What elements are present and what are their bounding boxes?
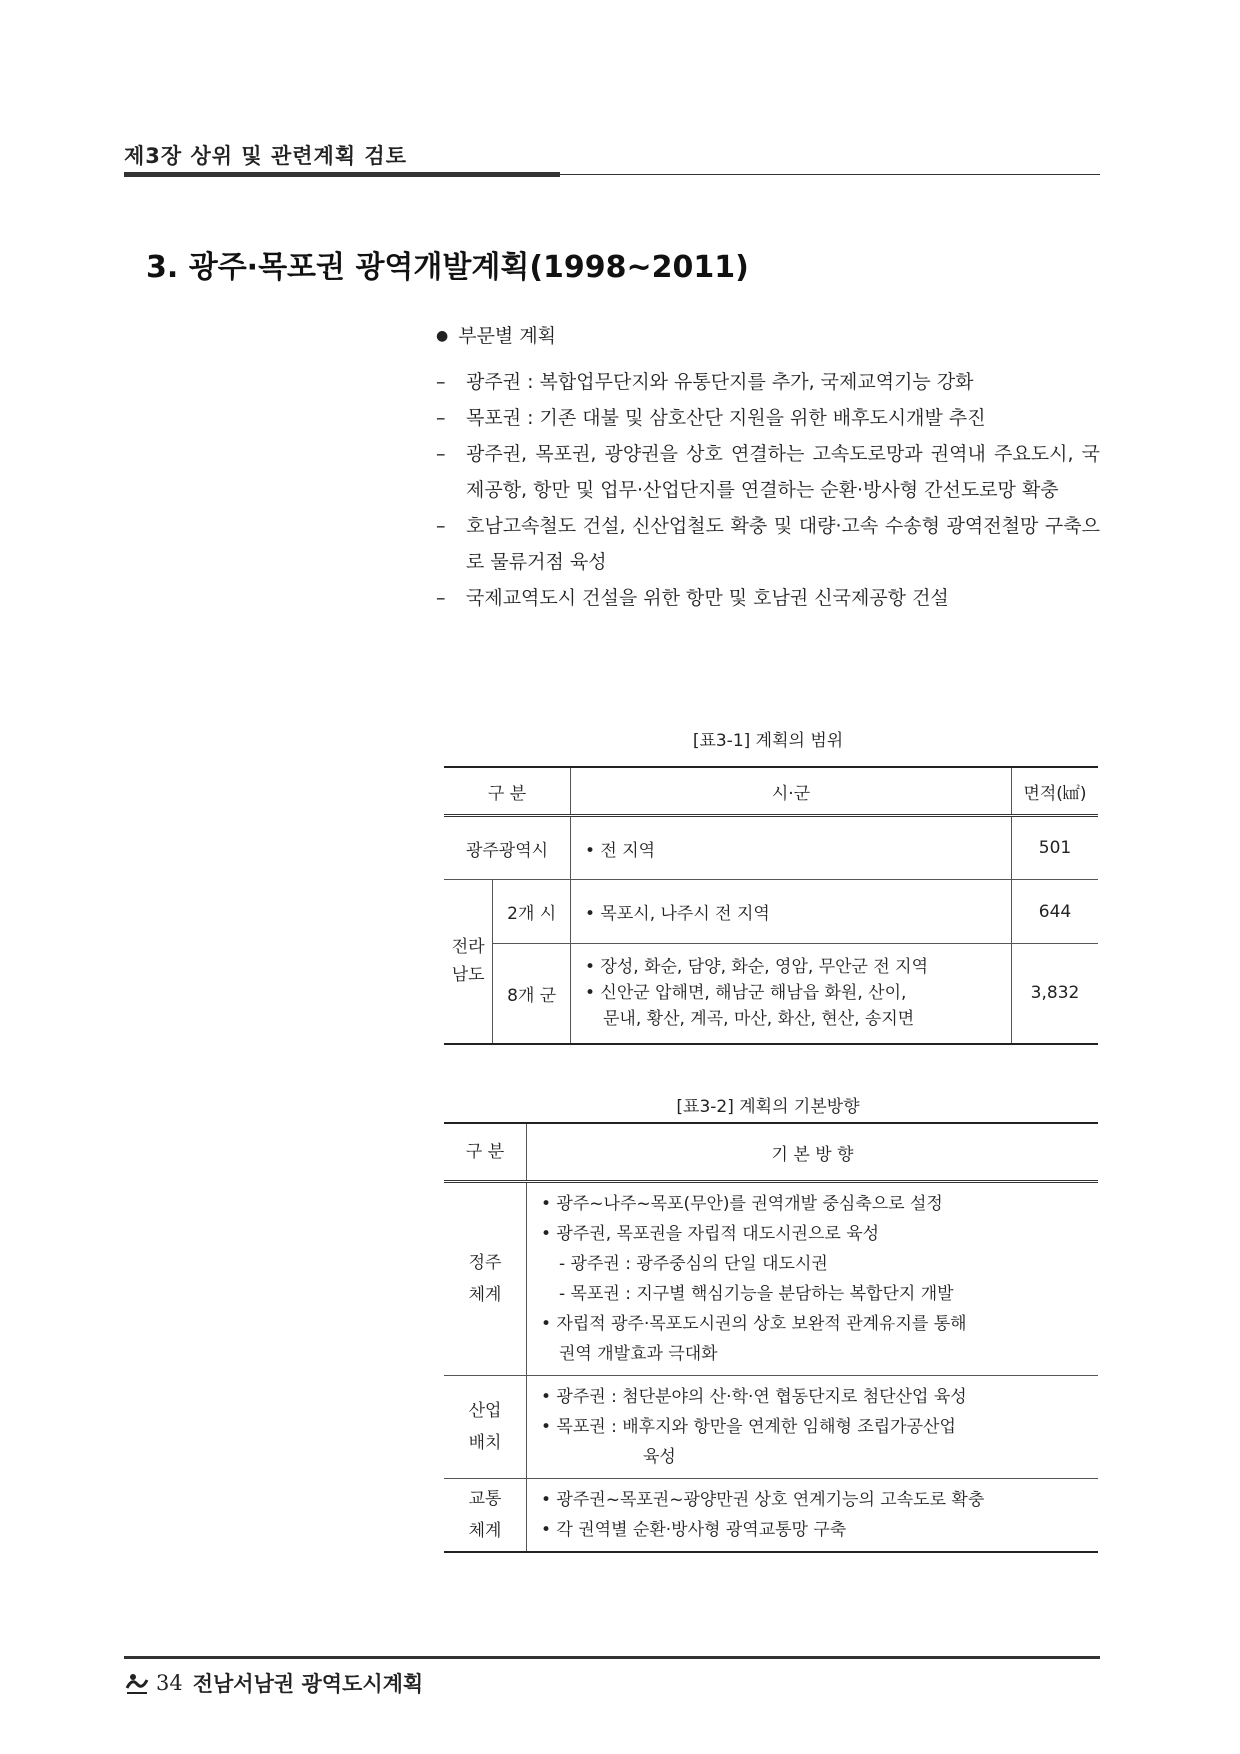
table-row xyxy=(444,880,1098,944)
table1-header-area: 면적(㎢) xyxy=(1012,767,1099,816)
logo-icon xyxy=(124,1670,150,1696)
section-title: 3. 광주·목포권 광역개발계획(1998~2011) xyxy=(146,250,749,285)
table1-area: 3,832 xyxy=(1012,944,1099,1044)
bullet-item: – 목포권 : 기존 대불 및 삼호산단 지원을 위한 배후도시개발 추진 xyxy=(436,407,986,429)
table2-caption: [표3-2] 계획의 기본방향 xyxy=(676,1097,860,1117)
table2-label: 산업 배치 xyxy=(444,1376,527,1479)
table2-header-category: 구 분 xyxy=(444,1123,527,1182)
table1-sub: 2개 시 xyxy=(493,880,571,944)
table-row xyxy=(444,944,1098,1044)
bullet-heading: ● 부문별 계획 xyxy=(436,325,557,347)
table2-content: • 광주~나주~목포(무안)를 권역개발 중심축으로 설정 • 광주권, 목포권을 자립적 대도시권으로 육성 - 광주권 : 광주중심의 단일 대도시권 - 목포권 : 지구별 핵심기능을 분담하는 복합단지 개발 • 자립적 광주·목포도시권의 상호 보완적 관계유지를 통해 권역 개발효과 극대화 xyxy=(527,1182,1099,1376)
table1-area: 644 xyxy=(1012,880,1099,944)
bullet-item: – 광주권, 목포권, 광양권을 상호 연결하는 고속도로망과 권역내 주요도시, 국제공항, 항만 및 업무·산업단지를 연결하는 순환·방사형 간선도로망 확충 xyxy=(436,443,1100,501)
table1-area: 501 xyxy=(1012,816,1099,880)
table2-content: • 광주권 : 첨단분야의 산·학·연 협동단지로 첨단산업 육성 • 목포권 : 배후지와 항만을 연계한 임해형 조립가공산업 육성 xyxy=(527,1376,1099,1479)
plan-bullets xyxy=(436,318,1100,616)
chapter-header: 제3장 상위 및 관련계획 검토 xyxy=(124,144,408,168)
footer-rule xyxy=(124,1656,1100,1659)
table1-group: 광주광역시 xyxy=(444,816,571,880)
table2-header-direction: 기 본 방 향 xyxy=(527,1123,1099,1182)
bullet-item: – 호남고속철도 건설, 신산업철도 확충 및 대량·고속 수송형 광역전철망 구축으로 물류거점 육성 xyxy=(436,515,1100,573)
table1-header-category: 구 분 xyxy=(444,767,571,816)
table1-caption: [표3-1] 계획의 범위 xyxy=(692,731,844,751)
bullet-item: – 국제교역도시 건설을 위한 항만 및 호남권 신국제공항 건설 xyxy=(436,587,949,609)
table2-label: 정주 체계 xyxy=(444,1182,527,1376)
page-number: 34 xyxy=(156,1671,183,1695)
footer xyxy=(124,1668,423,1698)
table1-items: • 장성, 화순, 담양, 화순, 영암, 무안군 전 지역 • 신안군 압해면, 해남군 해남읍 화원, 산이, 문내, 황산, 계곡, 마산, 화산, 현산, 송지면 xyxy=(571,944,1012,1044)
table-row xyxy=(444,1479,1098,1553)
table-row xyxy=(444,816,1098,880)
table1-items: • 목포시, 나주시 전 지역 xyxy=(571,880,1012,944)
table-row xyxy=(444,1182,1098,1376)
plan-direction-table xyxy=(444,1122,1098,1553)
header-rule xyxy=(124,174,1100,175)
table1-header-city: 시·군 xyxy=(571,767,1012,816)
table2-content: • 광주권~목포권~광양만권 상호 연계기능의 고속도로 확충 • 각 권역별 순환·방사형 광역교통망 구축 xyxy=(527,1479,1099,1553)
bullet-item: – 광주권 : 복합업무단지와 유통단지를 추가, 국제교역기능 강화 xyxy=(436,371,974,393)
table1-group: 전라남도 xyxy=(444,880,493,1044)
table1-items: • 전 지역 xyxy=(571,816,1012,880)
table1-sub: 8개 군 xyxy=(493,944,571,1044)
footer-title: 전남서남권 광역도시계획 xyxy=(192,1672,424,1696)
bullet-dot-icon: ● xyxy=(436,328,449,344)
table-row xyxy=(444,1376,1098,1479)
table2-label: 교통 체계 xyxy=(444,1479,527,1553)
plan-scope-table xyxy=(444,766,1098,1045)
